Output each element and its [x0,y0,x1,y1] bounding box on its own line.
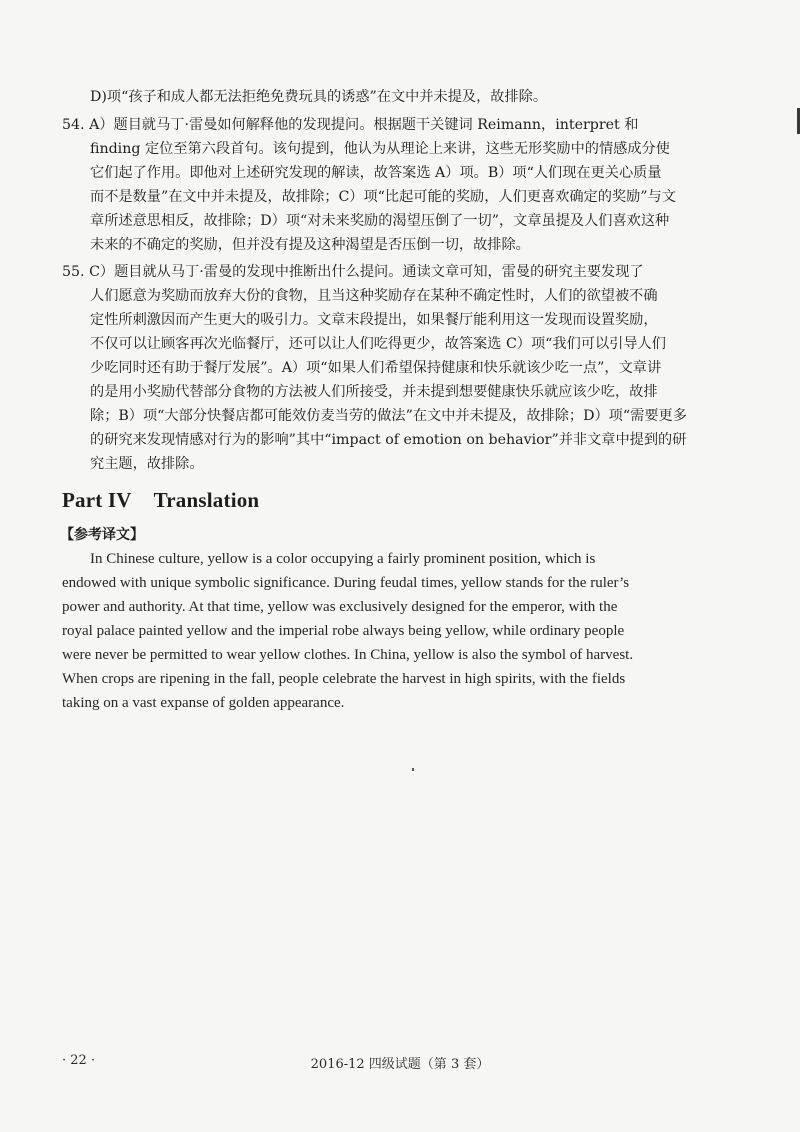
answer-text-line: 而不是数量”在文中并未提及，故排除；C）项“比起可能的奖励，人们更喜欢确定的奖励”与文 [90,189,676,205]
answer-text-line: D)项“孩子和成人都无法拒绝免费玩具的诱惑”在文中并未提及，故排除。 [90,89,548,105]
translation-line: were never be permitted to wear yellow clothes. In China, yellow is also the symbol of harvest. [62,647,634,663]
footer-title: 2016-12 四级试题（第 3 套） [310,1057,490,1072]
answer-text-line: finding 定位至第六段首句。该句提到，他认为从理论上来讲，这些无形奖励中的情感成分使 [90,141,670,157]
answer-text-line: 的研究来发现情感对行为的影响”其中“impact of emotion on behavior”并非文章中提到的研 [90,432,687,448]
answer-text-line: 章所述意思相反，故排除；D）项“对未来奖励的渴望压倒了一切”，文章虽提及人们喜欢这种 [90,213,670,229]
answer-text-line: 不仅可以让顾客再次光临餐厅，还可以让人们吃得更少，故答案选 C）项“我们可以引导人们 [90,336,666,352]
reference-translation-label: 【参考译文】 [60,527,144,543]
answer-text-line: 少吃同时还有助于餐厅发展”。A）项“如果人们希望保持健康和快乐就该少吃一点”，文章讲 [90,360,662,376]
section-part-label: Part IV [62,488,132,512]
answer-55-heading: 55. C）题目就从马丁·雷曼的发现中推断出什么提问。通读文章可知，雷曼的研究主要发现了 [62,264,644,280]
translation-line: In Chinese culture, yellow is a color occupying a fairly prominent position, which is [90,551,596,567]
answer-text-line: 的是用小奖励代替部分食物的方法被人们所接受，并未提到想要健康快乐就应该少吃，故排 [90,384,658,400]
scan-speck [412,768,414,771]
answer-54-heading: 54. A）题目就马丁·雷曼如何解释他的发现提问。根据题干关键词 Reimann，interpret 和 [62,117,639,133]
translation-line: endowed with unique symbolic significance. During feudal times, yellow stands for the ruler’s [62,575,630,591]
translation-line: power and authority. At that time, yellow was exclusively designed for the emperor, with the [62,599,618,615]
answer-text-line: 除；B）项“大部分快餐店都可能效仿麦当劳的做法”在文中并未提及，故排除；D）项“需要更多 [90,408,687,424]
answer-text-line: 它们起了作用。即他对上述研究发现的解读，故答案选 A）项。B）项“人们现在更关心质量 [90,165,662,181]
translation-line: taking on a vast expanse of golden appearance. [62,695,345,711]
answer-text-line: 未来的不确定的奖励，但并没有提及这种渴望是否压倒一切，故排除。 [90,237,530,253]
section-name: Translation [153,488,260,512]
answer-text-line: 人们愿意为奖励而放弃大份的食物，且当这种奖励存在某种不确定性时，人们的欲望被不确 [90,288,658,304]
answer-text-line: 究主题，故排除。 [90,456,204,472]
translation-line: royal palace painted yellow and the imperial robe always being yellow, while ordinary people [62,623,625,639]
answer-text-line: 定性所刺激因而产生更大的吸引力。文章末段提出，如果餐厅能利用这一发现而设置奖励， [90,312,658,328]
translation-line: When crops are ripening in the fall, people celebrate the harvest in high spirits, with the fields [62,671,626,687]
section-heading [62,488,259,513]
page-number: · 22 · [62,1053,96,1068]
